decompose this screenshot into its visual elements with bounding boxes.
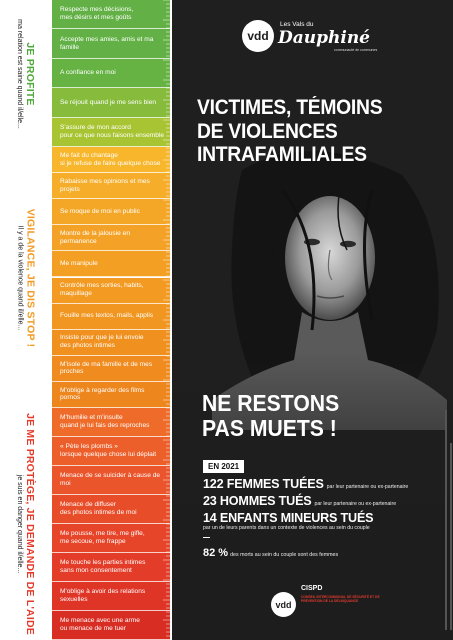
zone-subtitle: ma relation est saine quand il/elle... <box>16 18 24 129</box>
vdd-small-circle: vdd <box>271 592 296 617</box>
violentometer <box>52 0 170 640</box>
headline <box>197 96 418 167</box>
slogan-line-1: NE RESTONS <box>202 390 340 416</box>
zone-label <box>0 147 52 408</box>
violentometer-item: Se moque de moi en public <box>52 199 170 225</box>
zone-label-rotated <box>16 19 36 129</box>
zone-label-rotated <box>16 413 36 635</box>
vdd-logo-circle: vdd <box>242 20 274 52</box>
cispd-subtitle: CONSEIL INTERCOMMUNAL DE SÉCURITÉ ET DE PRÉVENTION DE LA DÉLINQUANCE <box>301 595 380 604</box>
headline-line-3: INTRAFAMILIALES <box>197 143 367 167</box>
headline-line-1: VICTIMES, TÉMOINS <box>197 96 383 119</box>
slogan <box>202 391 386 441</box>
violentometer-item: Contrôle mes sorties, habits, maquillage <box>52 278 170 304</box>
violentometer-item: M'oblige à regarder des films pornos <box>52 382 170 408</box>
stat-women-note: par leur partenaire ou ex-partenaire <box>326 484 409 490</box>
violentometer-item: Fouille mes textos, mails, applis <box>52 304 170 330</box>
violentometer-labels <box>0 0 52 640</box>
zone-label <box>0 0 52 147</box>
violentometer-item: Menace de se suicider à cause de moi <box>52 466 170 495</box>
poster-panel <box>172 0 453 640</box>
violentometer-item: M'isole de ma famille et de mes proches <box>52 356 170 382</box>
legal-fine-print <box>434 410 450 630</box>
violentometer-item: Montre de la jalousie en permanence <box>52 225 170 251</box>
violentometer-item: S'assure de mon accord pour ce que nous faisons ensemble <box>52 118 170 147</box>
stat-men <box>203 492 396 510</box>
legal-text-placeholder <box>442 410 453 630</box>
cispd-name: CISPD <box>301 585 323 592</box>
violentometer-item: « Pète les plombs » lorsque quelque chose lui déplait <box>52 437 170 466</box>
violentometer-item: Me menace avec une arme ou menace de me tuer <box>52 611 170 640</box>
slogan-line-2: PAS MUETS ! <box>202 414 337 441</box>
violentometer-item: A confiance en moi <box>52 59 170 88</box>
headline-line-2: DE VIOLENCES <box>197 119 338 143</box>
ruler-ticks <box>163 0 170 640</box>
zone-title: JE ME PROTÈGE, JE DEMANDE DE L'AIDE <box>24 413 36 635</box>
violentometer-item: Respecte mes décisions, mes désirs et mes goûts <box>52 0 170 29</box>
stat-children-value: 14 ENFANTS MINEURS TUÉS <box>203 511 374 525</box>
zone-subtitle: je suis en danger quand il/elle... <box>16 474 23 574</box>
violentometer-item: Me manipule <box>52 251 170 277</box>
violentometer-item: M'oblige à avoir des relations sexuelles <box>52 582 170 611</box>
violentometer-item: Se réjouit quand je me sens bien <box>52 88 170 117</box>
violentometer-item: Me touche les parties intimes sans mon consentement <box>52 553 170 582</box>
stat-women <box>203 475 408 493</box>
percent-text: des morts au sein du couple sont des femmes <box>230 552 339 558</box>
violentometer-item: Insiste pour que je lui envoie des photos intimes <box>52 330 170 356</box>
percent-value: 82 % <box>203 547 229 559</box>
violentometer-item: Me pousse, me tire, me gifle, me secoue, me frappe <box>52 524 170 553</box>
violentometer-item: M'humilie et m'insulte quand je lui fais des reproches <box>52 408 170 437</box>
logo-wordmark: Dauphiné <box>278 28 370 48</box>
zone-title: VIGILANCE, JE DIS STOP ! <box>24 208 37 347</box>
stat-men-value: 23 HOMMES TUÉS <box>203 494 312 508</box>
percent-stat <box>203 543 338 561</box>
logo-superscript: Les Vals du <box>280 21 314 28</box>
logo-tagline: communauté de communes <box>334 48 378 52</box>
violentometer-item: Menace de diffuser des photos intimes de moi <box>52 495 170 524</box>
stat-women-value: 122 FEMMES TUÉES <box>203 477 324 491</box>
zone-label <box>0 408 52 640</box>
zone-title: JE PROFITE <box>24 41 37 106</box>
violentometer-item: Accepte mes amies, amis et ma famille <box>52 29 170 58</box>
stat-men-note: par leur partenaire ou ex-partenaire <box>314 501 397 507</box>
year-badge: EN 2021 <box>203 460 244 473</box>
cispd-logo <box>271 582 391 622</box>
vals-du-dauphine-logo <box>242 20 392 54</box>
violentometer-item: Me fait du chantage si je refuse de faire quelque chose <box>52 147 170 173</box>
stat-children-note: par un de leurs parents dans un contexte de violences au sein du couple <box>203 525 370 531</box>
zone-subtitle: Il y a de la violence quand il/elle... <box>16 225 24 330</box>
violentometer-item: Rabaisse mes opinions et mes projets <box>52 173 170 199</box>
zone-label-rotated <box>16 208 36 347</box>
divider-dash <box>203 537 210 538</box>
